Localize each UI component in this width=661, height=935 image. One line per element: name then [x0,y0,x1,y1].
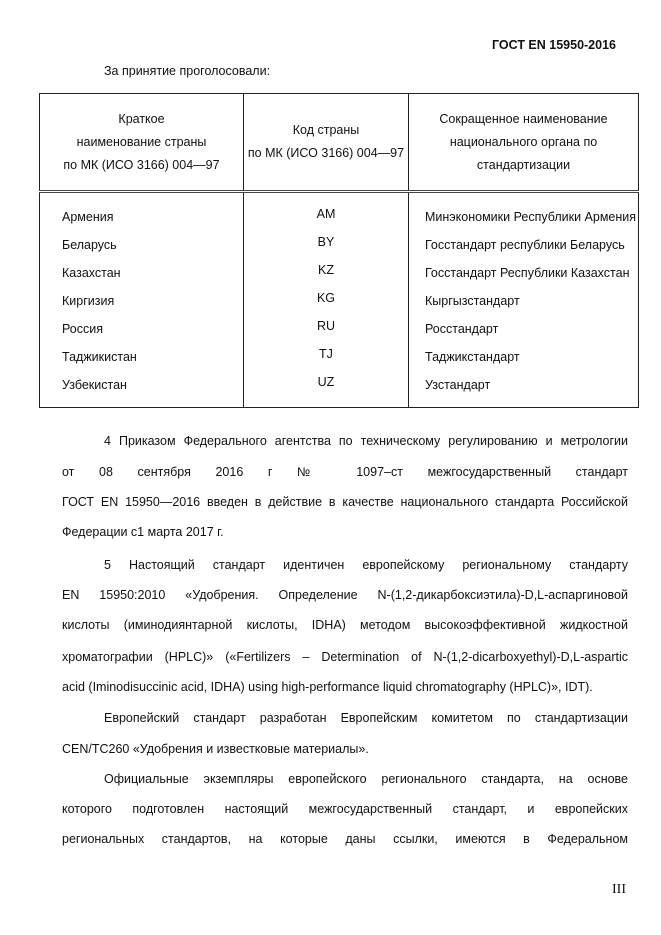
paragraph-line: EN 15950:2010 «Удобрения. Определение N-(1,2-дикарбоксиэтила)-D,L-аспаргиновой [62,588,628,602]
paragraph-line: CEN/TC260 «Удобрения и известковые материалы». [62,742,369,756]
header-country-code [244,94,409,192]
paragraph-line: хроматографии (HPLC)» («Fertilizers – Determination of N-(1,2-dicarboxyethyl)-D,L-aspartic [62,650,628,664]
standards-body: Таджикстандарт [409,343,639,371]
paragraph-line: ГОСТ EN 15950—2016 введен в действие в качестве национального стандарта Российской [62,495,628,509]
header-country-name [40,94,244,192]
country-code: KZ [244,256,409,284]
standards-body: Узстандарт [409,371,639,408]
standards-body: Госстандарт республики Беларусь [409,231,639,259]
document-id: ГОСТ EN 15950-2016 [491,38,616,52]
header-line: Код страны [292,123,360,137]
table-row [40,287,639,315]
header-line: национального органа по стандартизации [449,134,598,172]
country-name: Россия [40,315,244,343]
table-row [40,343,639,371]
table-row [40,315,639,343]
country-name: Беларусь [40,231,244,259]
country-name: Киргизия [40,287,244,315]
header-standards-body [409,94,639,192]
paragraph-line: региональных стандартов, на которые даны ссылки, имеются в Федеральном [62,832,628,846]
paragraph-line: 4 Приказом Федерального агентства по техническому регулированию и метрологии [104,434,628,448]
table-row [40,371,639,408]
table-row [40,259,639,287]
country-code: RU [244,312,409,340]
paragraph-line: от 08 сентября 2016 г № 1097–ст межгосударственный стандарт [62,465,628,479]
paragraph-line: которого подготовлен настоящий межгосударственный стандарт, и европейских [62,802,628,816]
country-code: UZ [244,368,409,405]
header-line: по МК (ИСО 3166) 004—97 [63,157,220,172]
country-code: KG [244,284,409,312]
paragraph-line: acid (Iminodisuccinic acid, IDHA) using high-performance liquid chromatography (HPLC)», IDT). [62,680,593,694]
country-code: TJ [244,340,409,368]
country-code: BY [244,228,409,256]
table-row [40,192,639,232]
standards-body: Госстандарт Республики Казахстан [409,259,639,287]
paragraph-line: кислоты (иминодиянтарной кислоты, IDHA) методом высокоэффективной жидкостной [62,618,628,632]
paragraph-line: Официальные экземпляры европейского регионального стандарта, на основе [104,772,628,786]
paragraph-line: 5 Настоящий стандарт идентичен европейскому региональному стандарту [104,558,628,572]
header-line: Краткое [118,111,165,126]
country-name: Армения [40,192,244,232]
paragraph-line: Европейский стандарт разработан Европейским комитетом по стандартизации [104,711,628,725]
voting-table [39,93,639,408]
paragraph-line: Федерации с1 марта 2017 г. [62,525,224,539]
country-code: AM [244,189,409,229]
country-name: Таджикистан [40,343,244,371]
header-line: по МК (ИСО 3166) 004—97 [247,146,405,160]
standards-body: Кыргызстандарт [409,287,639,315]
header-line: Сокращенное наименование [439,111,608,126]
table-header-row [40,94,639,192]
page-number: III [612,882,626,897]
standards-body: Минэкономики Республики Армения [409,192,639,232]
country-name: Казахстан [40,259,244,287]
table-row [40,231,639,259]
header-line: наименование страны [76,134,207,149]
country-name: Узбекистан [40,371,244,408]
intro-text: За принятие проголосовали: [104,64,271,78]
standards-body: Росстандарт [409,315,639,343]
